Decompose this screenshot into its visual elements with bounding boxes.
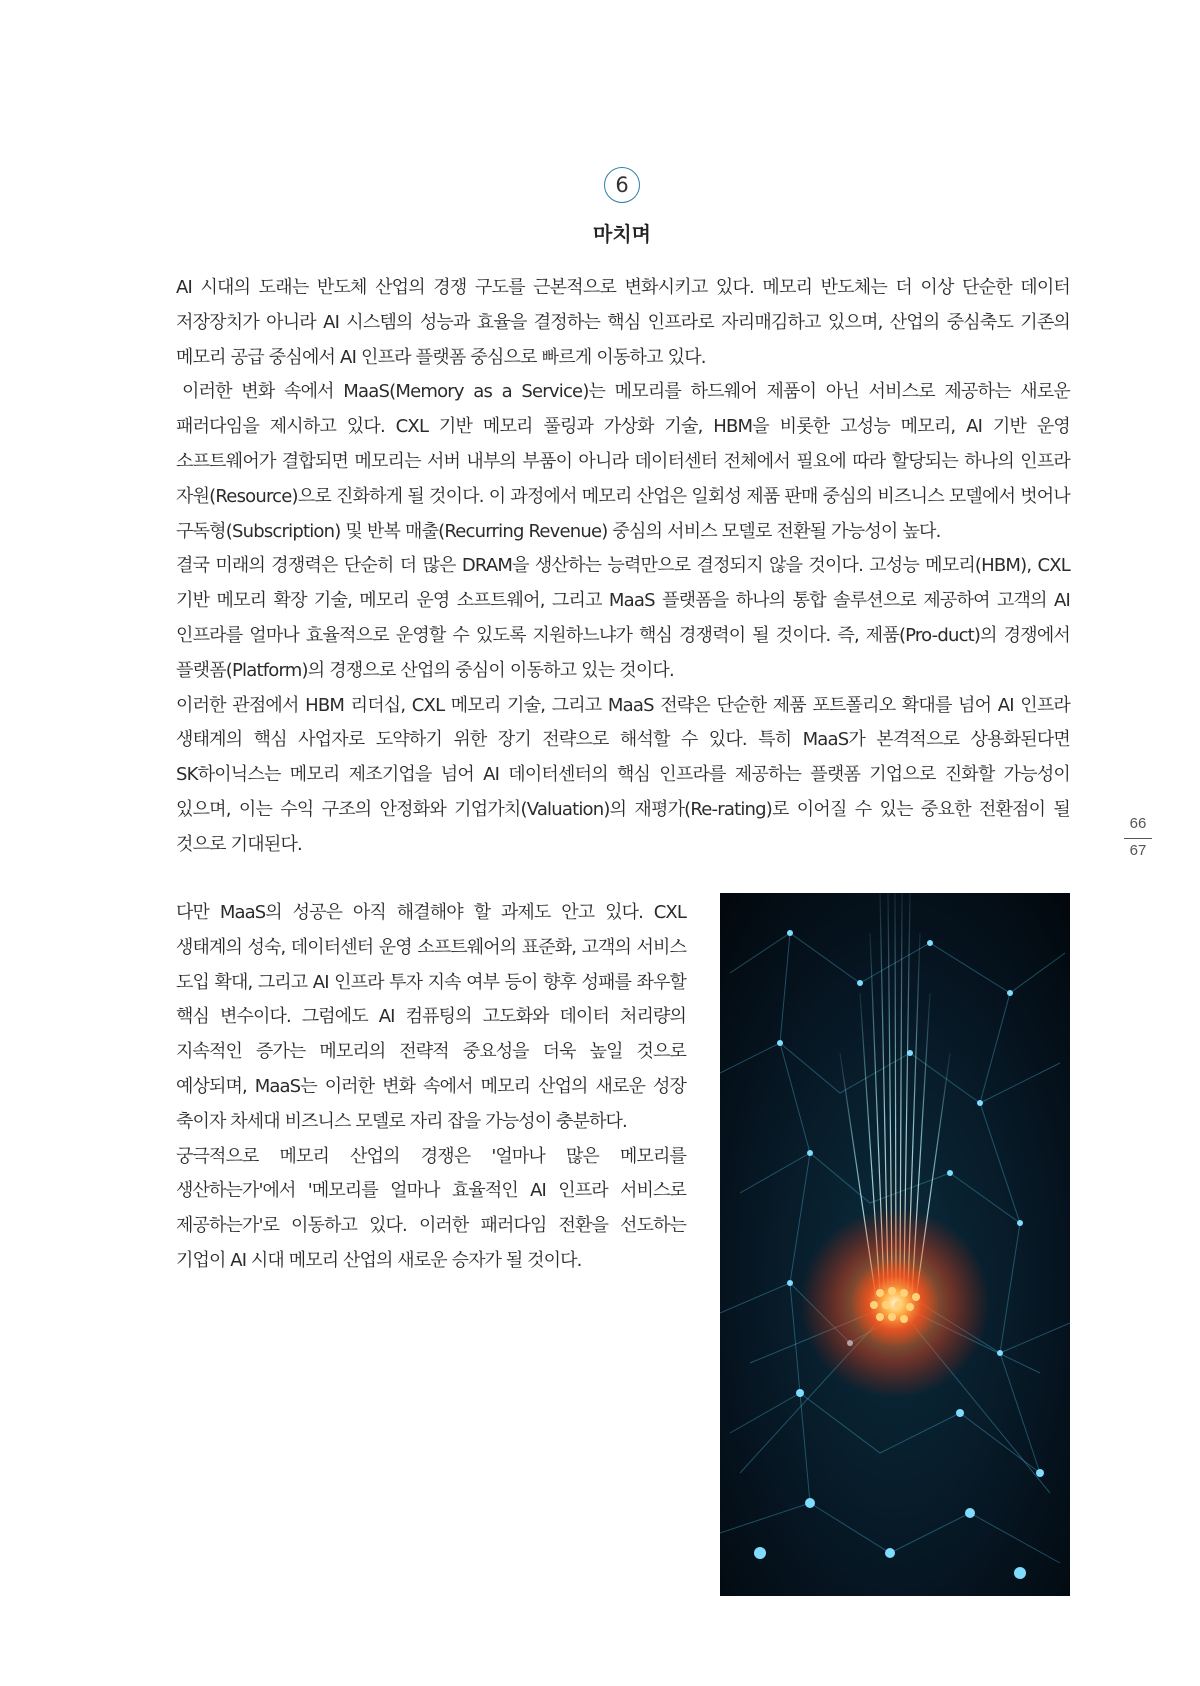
body-text-full — [176, 271, 1070, 863]
paragraph-1: AI 시대의 도래는 반도체 산업의 경쟁 구도를 근본적으로 변화시키고 있다. 메모리 반도체는 더 이상 단순한 데이터 저장장치가 아니라 AI 시스템의 성능과 효율을 결정하는 핵심 인프라로 자리매김하고 있으며, 산업의 중심축도 기존의 메모리 공급 중심에서 AI 인프라 플랫폼 중심으로 빠르게 이동하고 있다. — [176, 277, 1070, 368]
page-number-right: 67 — [1129, 842, 1147, 859]
paragraph-6: 궁극적으로 메모리 산업의 경쟁은 '얼마나 많은 메모리를 생산하는가'에서 '메모리를 얼마나 효율적인 AI 인프라 서비스로 제공하는가'로 이동하고 있다. 이러한 패러다임 전환을 선도하는 기업이 AI 시대 메모리 산업의 새로운 승자가 될 것이다. — [176, 1145, 686, 1271]
page-number-left: 66 — [1129, 815, 1147, 832]
section-number-badge: 6 — [604, 167, 640, 203]
paragraph-5: 다만 MaaS의 성공은 아직 해결해야 할 과제도 안고 있다. CXL 생태계의 성숙, 데이터센터 운영 소프트웨어의 표준화, 고객의 서비스 도입 확대, 그리고 AI 인프라 투자 지속 여부 등이 향후 성패를 좌우할 핵심 변수이다. 그럼에도 AI 컴퓨팅의 고도화와 데이터 처리량의 지속적인 증가는 메모리의 전략적 중요성을 더욱 높일 것으로 예상되며, MaaS는 이러한 변화 속에서 메모리 산업의 새로운 성장 축이자 차세대 비즈니스 모델로 자리 잡을 가능성이 충분하다. — [176, 902, 686, 1132]
network-chip-image — [720, 893, 1070, 1596]
paragraph-3: 결국 미래의 경쟁력은 단순히 더 많은 DRAM을 생산하는 능력만으로 결정되지 않을 것이다. 고성능 메모리(HBM), CXL 기반 메모리 확장 기술, 메모리 운영 소프트웨어, 그리고 MaaS 플랫폼을 하나의 통합 솔루션으로 제공하여 고객의 AI 인프라를 얼마나 효율적으로 운영할 수 있도록 지원하느냐가 핵심 경쟁력이 될 것이다. 즉, 제품(Pro-duct)의 경쟁에서 플랫폼(Platform)의 경쟁으로 산업의 중심이 이동하고 있는 것이다. — [176, 555, 1070, 681]
paragraph-2: 이러한 변화 속에서 MaaS(Memory as a Service)는 메모리를 하드웨어 제품이 아닌 서비스로 제공하는 새로운 패러다임을 제시하고 있다. CXL 기반 메모리 풀링과 가상화 기술, HBM을 비롯한 고성능 메모리, AI 기반 운영 소프트웨어가 결합되면 메모리는 서버 내부의 부품이 아니라 데이터센터 전체에서 필요에 따라 할당되는 하나의 인프라 자원(Resource)으로 진화하게 될 것이다. 이 과정에서 메모리 산업은 일회성 제품 판매 중심의 비즈니스 모델에서 벗어나 구독형(Subscription) 및 반복 매출(Recurring Revenue) 중심의 서비스 모델로 전환될 가능성이 높다. — [176, 381, 1070, 542]
page-number-divider — [1124, 838, 1152, 839]
section-title: 마치며 — [593, 222, 651, 246]
paragraph-4: 이러한 관점에서 HBM 리더십, CXL 메모리 기술, 그리고 MaaS 전략은 단순한 제품 포트폴리오 확대를 넘어 AI 인프라 생태계의 핵심 사업자로 도약하기 위한 장기 전략으로 해석할 수 있다. 특히 MaaS가 본격적으로 상용화된다면 SK하이닉스는 메모리 제조기업을 넘어 AI 데이터센터의 핵심 인프라를 제공하는 플랫폼 기업으로 진화할 가능성이 있으며, 이는 수익 구조의 안정화와 기업가치(Valuation)의 재평가(Re-rating)로 이어질 수 있는 중요한 전환점이 될 것으로 기대된다. — [176, 694, 1070, 855]
body-text-column — [176, 896, 686, 1279]
